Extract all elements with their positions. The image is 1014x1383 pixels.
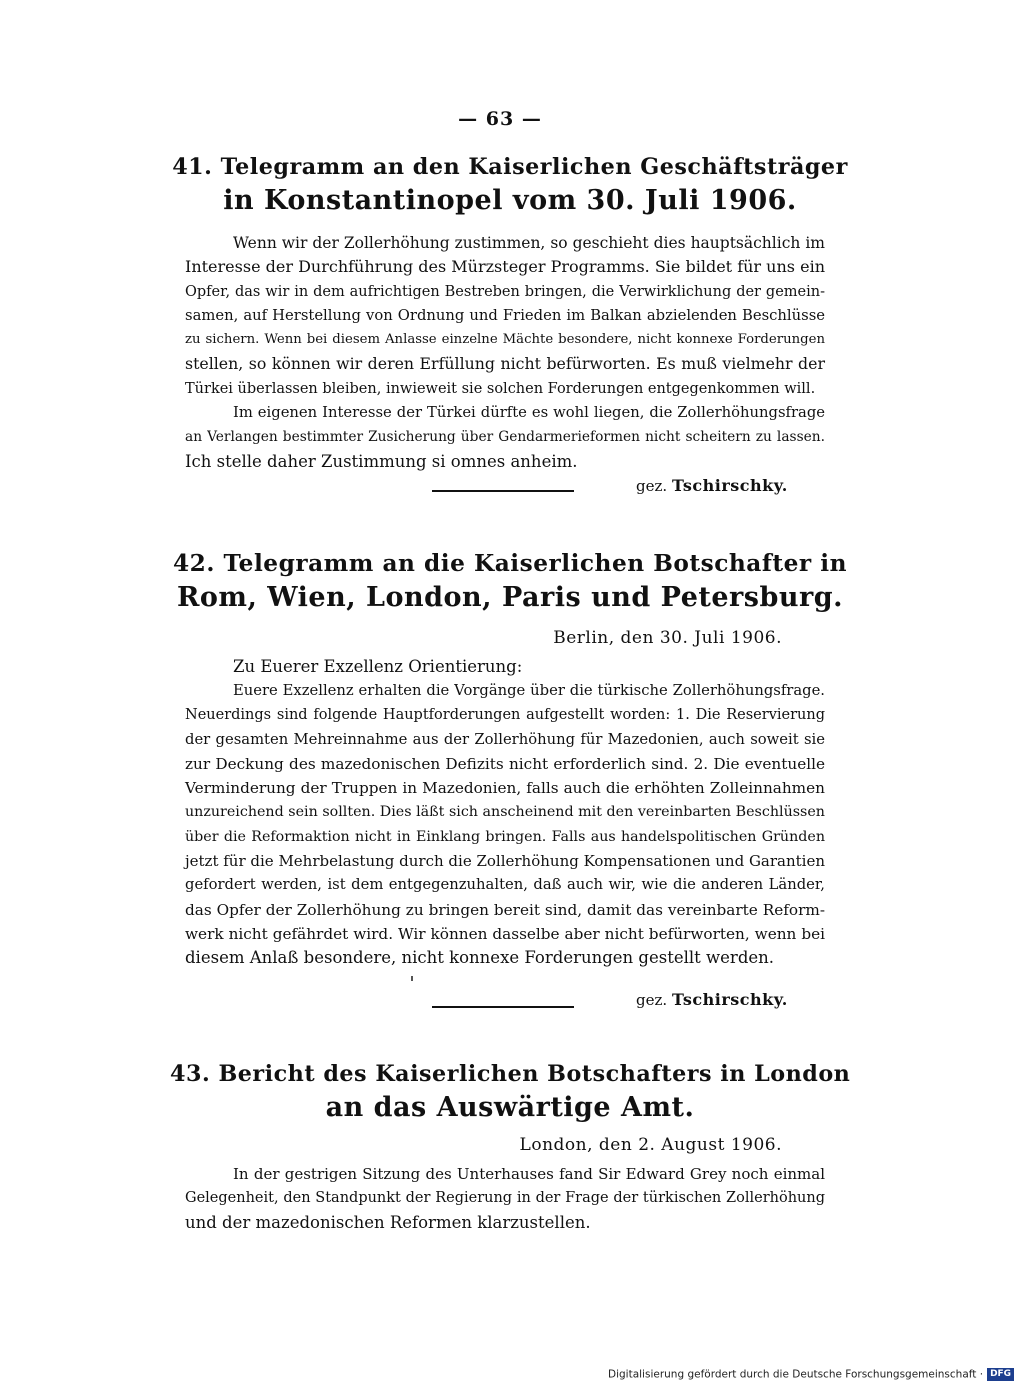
text-line: unzureichend sein sollten. Dies läßt sich anscheinend mit den vereinbarten Beschlüssen <box>185 804 825 821</box>
doc41-signature <box>636 476 788 495</box>
text-line: In der gestrigen Sitzung des Unterhauses fand Sir Edward Grey noch einmal <box>233 1165 825 1183</box>
text-line: Wenn wir der Zollerhöhung zustimmen, so geschieht dies hauptsächlich im <box>233 234 825 252</box>
text-line: gefordert werden, ist dem entgegenzuhalten, daß auch wir, wie die anderen Länder, <box>185 876 825 894</box>
text-line: werk nicht gefährdet wird. Wir können dasselbe aber nicht befürworten, wenn bei <box>185 924 825 943</box>
doc43-heading <box>170 1057 850 1125</box>
dfg-logo-icon: DFG <box>987 1368 1014 1381</box>
doc42-title-line1: 42. Telegramm an die Kaiserlichen Botschafter in <box>173 550 847 577</box>
text-line: der gesamten Mehreinnahme aus der Zollerhöhung für Mazedonien, auch soweit sie <box>185 730 825 748</box>
page-number: — 63 — <box>458 108 542 130</box>
signature-prefix: gez. <box>636 477 668 495</box>
doc41-paragraph-2 <box>185 401 825 474</box>
doc43-title-line2: an das Auswärtige Amt. <box>325 1092 695 1123</box>
section-divider <box>432 1006 574 1008</box>
text-line: Verminderung der Truppen in Mazedonien, falls auch die erhöhten Zolleinnahmen <box>185 779 825 798</box>
doc41-title-line2: in Konstantinopel vom 30. Juli 1906. <box>223 185 797 216</box>
text-line: Gelegenheit, den Standpunkt der Regierung in der Frage der türkischen Zollerhöhung <box>185 1190 825 1207</box>
text-line: an Verlangen bestimmter Zusicherung über Gendarmerieformen nicht scheitern zu lassen. <box>185 429 825 446</box>
text-line: Opfer, das wir in dem aufrichtigen Bestreben bringen, die Verwirklichung der gemein- <box>185 283 825 300</box>
text-line: Ich stelle daher Zustimmung si omnes anheim. <box>185 451 578 471</box>
text-line: samen, auf Herstellung von Ordnung und Frieden im Balkan abzielenden Beschlüsse <box>185 306 825 324</box>
doc43-paragraph-1 <box>185 1162 825 1235</box>
text-line: stellen, so können wir deren Erfüllung nicht befürworten. Es muß vielmehr der <box>185 354 825 374</box>
text-line: Euere Exzellenz erhalten die Vorgänge über die türkische Zollerhöhungsfrage. <box>233 682 825 699</box>
doc43-title-line1: 43. Bericht des Kaiserlichen Botschafters in London <box>170 1061 851 1087</box>
doc41-heading <box>170 150 850 218</box>
doc41-paragraph-1 <box>185 231 825 401</box>
text-line: und der mazedonischen Reformen klarzustellen. <box>185 1212 591 1232</box>
signature-prefix: gez. <box>636 991 668 1009</box>
text-line: zu sichern. Wenn bei diesem Anlasse einzelne Mächte besondere, nicht konnexe Forderungen <box>185 332 825 348</box>
doc42-title-line2: Rom, Wien, London, Paris und Petersburg. <box>176 582 843 613</box>
text-line: jetzt für die Mehrbelastung durch die Zollerhöhung Kompensationen und Garantien <box>185 852 826 871</box>
text-line: Türkei überlassen bleiben, inwieweit sie solchen Forderungen entgegenkommen will. <box>185 380 816 397</box>
section-divider <box>432 490 574 492</box>
doc42-heading <box>170 547 850 615</box>
credit-text: Digitalisierung gefördert durch die Deutsche Forschungsgemeinschaft · <box>608 1368 984 1381</box>
text-line: zur Deckung des mazedonischen Defizits nicht erforderlich sind. 2. Die eventuelle <box>185 754 825 773</box>
text-line: Zu Euerer Exzellenz Orientierung: <box>233 657 523 676</box>
doc42-place-date: Berlin, den 30. Juli 1906. <box>553 628 782 648</box>
text-line: Interesse der Durchführung des Mürzsteger Programms. Sie bildet für uns ein <box>185 257 825 277</box>
doc42-paragraph-1 <box>185 679 825 971</box>
doc42-signature <box>636 990 788 1009</box>
print-speck <box>411 976 413 981</box>
text-line: das Opfer der Zollerhöhung zu bringen bereit sind, damit das vereinbarte Reform- <box>185 900 825 919</box>
text-line: Neuerdings sind folgende Hauptforderungen aufgestellt worden: 1. Die Reservierung <box>185 707 825 724</box>
text-line: über die Reformaktion nicht in Einklang bringen. Falls aus handelspolitischen Gründen <box>185 828 825 845</box>
digitization-credit <box>608 1368 1014 1381</box>
doc41-title-line1: 41. Telegramm an den Kaiserlichen Geschäftsträger <box>172 154 848 180</box>
signature-name: Tschirschky. <box>671 476 788 495</box>
doc43-place-date: London, den 2. August 1906. <box>519 1135 782 1155</box>
doc42-salutation <box>233 655 825 679</box>
text-line: diesem Anlaß besondere, nicht konnexe Forderungen gestellt werden. <box>185 948 775 968</box>
signature-name: Tschirschky. <box>671 990 788 1009</box>
text-line: Im eigenen Interesse der Türkei dürfte es wohl liegen, die Zollerhöhungsfrage <box>233 404 825 421</box>
